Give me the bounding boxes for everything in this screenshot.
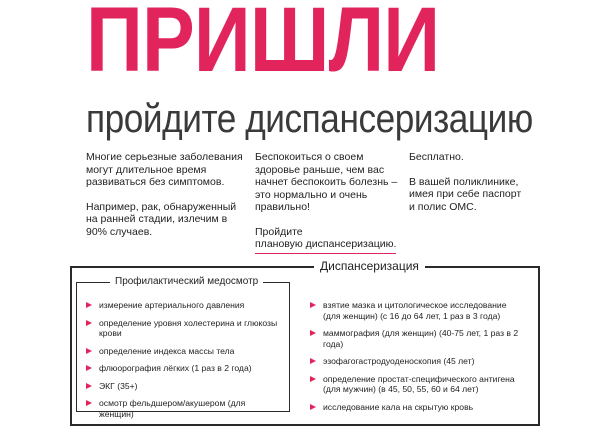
info-paragraph: Бесплатно. <box>409 151 464 163</box>
arrow-bullet-icon <box>86 400 92 406</box>
arrow-bullet-icon <box>86 348 92 354</box>
cta-underlined-text: плановую диспансеризацию. <box>255 238 396 254</box>
list-item-text: взятие мазка и цитологическое исследование (для женщин) (с 16 до 64 лет, 1 раз в 3 года) <box>323 300 507 321</box>
list-item-text: измерение артериального давления <box>99 300 245 310</box>
list-item <box>310 402 524 413</box>
list-item <box>86 398 282 419</box>
list-item <box>310 328 524 349</box>
subheadline: пройдите диспансеризацию <box>86 97 533 141</box>
screening-list <box>310 300 524 419</box>
checkup-list <box>86 300 282 426</box>
list-item-text: ЭКГ (35+) <box>99 380 138 391</box>
list-item-text: осмотр фельдшером/акушером (для женщин) <box>99 398 246 419</box>
list-item-text: эзофагогастродуоденоскопия (45 лет) <box>323 356 475 366</box>
info-paragraph: В вашей поликлинике, имея при себе паспорт и полис ОМС. <box>409 175 522 213</box>
list-item <box>86 346 282 357</box>
list-item <box>310 300 524 321</box>
arrow-bullet-icon <box>310 404 316 410</box>
list-item <box>310 374 524 395</box>
arrow-bullet-icon <box>86 365 92 371</box>
list-item <box>310 356 524 367</box>
call-to-action <box>255 226 400 254</box>
list-item-text: определение индекса массы тела <box>99 345 235 356</box>
list-item-text: маммография (для женщин) (40-75 лет, 1 раз в 2 года) <box>323 328 519 349</box>
arrow-bullet-icon <box>310 358 316 364</box>
list-item-text: флюорография лёгких (1 раз в 2 года) <box>99 363 252 373</box>
cta-line: Пройдите <box>255 225 303 238</box>
arrow-bullet-icon <box>310 330 316 336</box>
list-item <box>86 381 282 392</box>
list-item-text: определение простат-специфического антигена (для мужчин) (в 45, 50, 55, 60 и 64 лет) <box>323 373 515 394</box>
subsection-title: Профилактический медосмотр <box>110 275 263 289</box>
info-column-symptoms <box>86 151 248 250</box>
info-column-free <box>409 151 529 225</box>
list-item-text: определение уровня холестерина и глюкозы крови <box>99 317 278 338</box>
list-item <box>86 300 282 311</box>
section-title: Диспансеризация <box>314 258 425 274</box>
arrow-bullet-icon <box>310 376 316 382</box>
arrow-bullet-icon <box>86 302 92 308</box>
info-paragraph: Например, рак, обнаруженный на ранней стадии, излечим в 90% случаев. <box>86 200 237 238</box>
info-column-health <box>255 151 400 266</box>
list-item <box>86 363 282 374</box>
arrow-bullet-icon <box>86 320 92 326</box>
list-item <box>86 318 282 339</box>
info-paragraph: Многие серьезные заболевания могут длительное время развиваться без симптомов. <box>86 151 243 188</box>
info-paragraph: Беспокоиться о своем здоровье раньше, чем вас начнет беспокоить болезнь – это нормально и очень правильно! <box>255 151 398 213</box>
arrow-bullet-icon <box>86 383 92 389</box>
list-item-text: исследование кала на скрытую кровь <box>323 401 474 412</box>
headline: ПРИШЛИ <box>86 0 440 91</box>
arrow-bullet-icon <box>310 302 316 308</box>
